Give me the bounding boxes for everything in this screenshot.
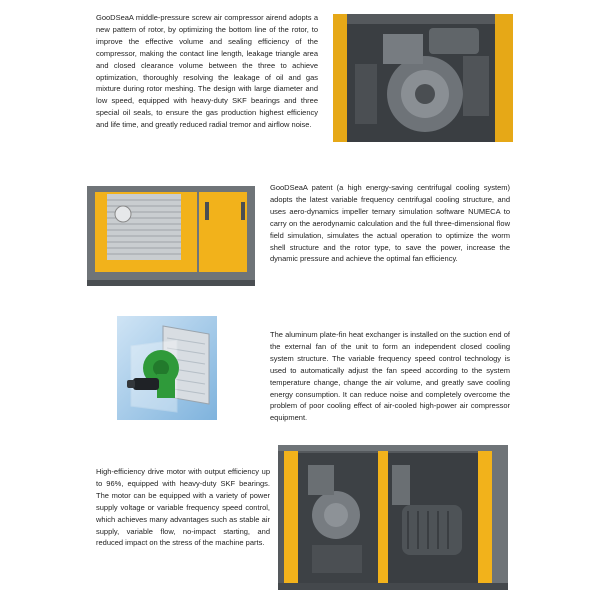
cooling-system-description: GooDSeaA patent (a high energy-saving centrifugal cooling system) adopts the latest variable frequency centrifugal cooling structure, and uses aero-dynamics impeller ternary simulation software NUMECA to carry on the aerodynamic calculation and the full three-dimensional flow field simulation, simulates the actual operation to optimize the worm shell structure and the rotor type, to save the power, increase the dynamic pressure and achieve the optimal fan efficiency. xyxy=(270,183,510,264)
heat-exchanger-render xyxy=(117,316,217,420)
heat-exchanger-description: The aluminum plate-fin heat exchanger is installed on the suction end of the external fan of the unit to form an independent closed cooling system structure. The variable frequency speed control technology is used to automatically adjust the fan speed according to the system temperature change, change the air volume, and greatly save cooling energy consumption. It can reduce noise and completely overcome the problem of poor cooling effect of air-cooled high-power air compressor equipment. xyxy=(270,330,510,423)
airend-photo xyxy=(333,14,513,142)
drive-motor-description: High-efficiency drive motor with output efficiency up to 96%, equipped with heavy-duty SKF bearings. The motor can be equipped with a variety of power supply voltage or variable frequency speed control, which achieves many advantages such as stable air supply, variable flow, no-impact starting, and reduced impact on the stress of the machine parts. xyxy=(96,467,270,548)
airend-description: GooDSeaA middle-pressure screw air compressor airend adopts a new pattern of rotor, by optimizing the bottom line of the rotor, to improve the effective volume and sealing efficiency of the compressor, making the contact line length, leakage triangle area and closed clearance volume between the three to achieve optimization, thoroughly resolving the leakage of oil and gas mixture during rotor meshing. The design with large diameter and low speed, equipped with heavy-duty SKF bearings and three special oil seals, to ensure the gas production highest efficiency and life time, and greatly reduced radial tremor and airflow noise. xyxy=(96,13,318,130)
cabinet-photo xyxy=(87,184,255,286)
open-cabinet-photo xyxy=(278,445,508,590)
